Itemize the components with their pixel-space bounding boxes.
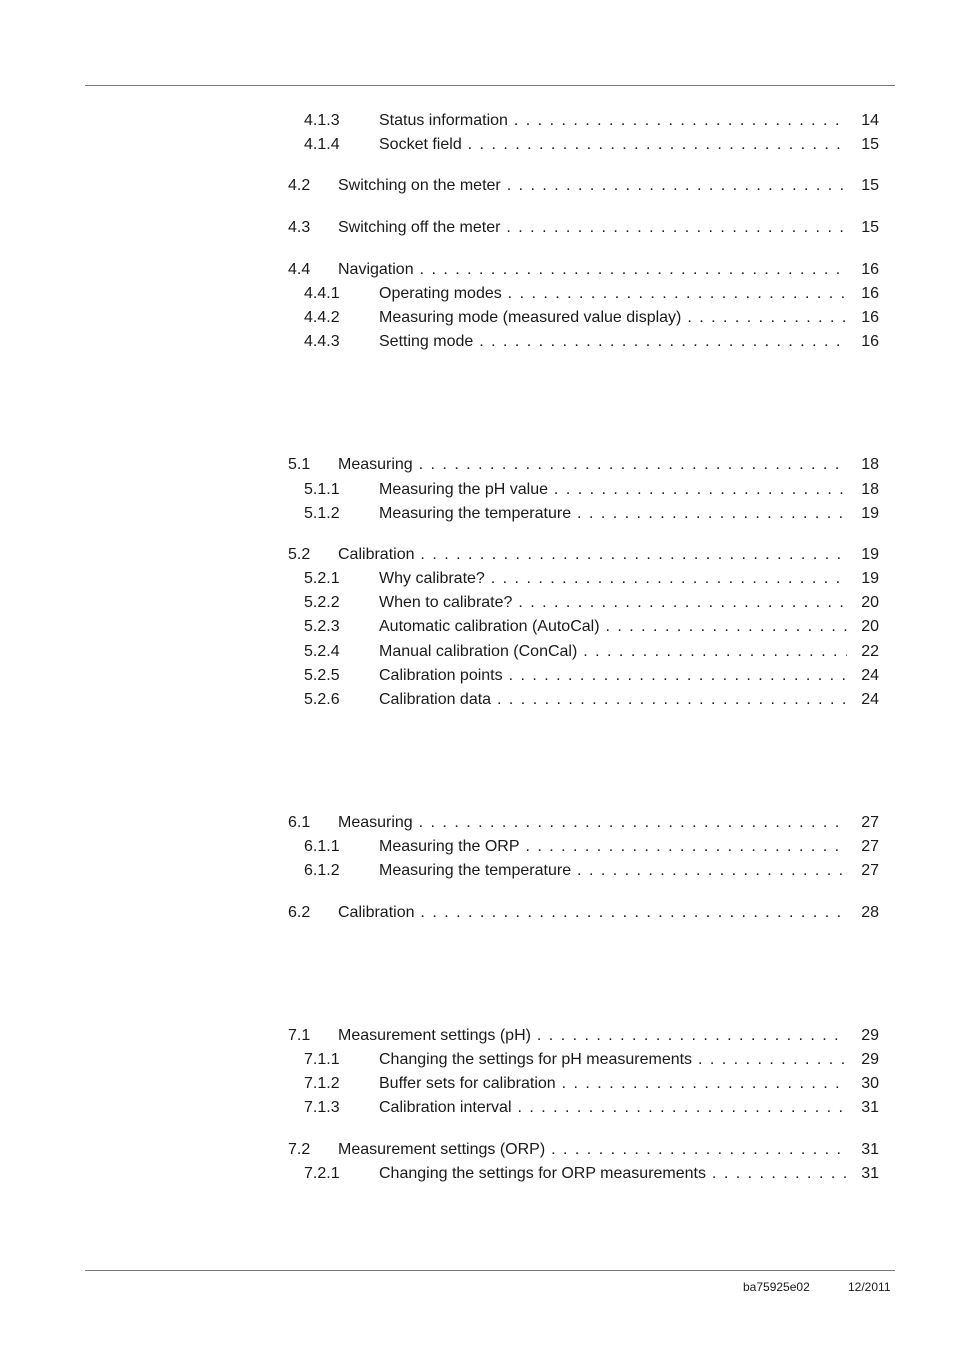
toc-entry-number: 5.2.2 xyxy=(304,594,340,611)
toc-entry-page: 19 xyxy=(861,570,879,587)
toc-entry-page: 20 xyxy=(861,618,879,635)
toc-entry-page: 28 xyxy=(861,904,879,921)
toc-entry-title: Status information xyxy=(379,112,508,129)
toc-entry-number: 6.1 xyxy=(288,814,311,831)
toc-entry-title: Measuring the pH value xyxy=(379,481,548,498)
toc-entry-title: Switching off the meter xyxy=(338,219,501,236)
toc-entry-title: Measuring the ORP xyxy=(379,838,520,855)
toc-entry-number: 4.1.3 xyxy=(304,112,340,129)
toc-entry[interactable] xyxy=(288,1139,879,1161)
toc-entry[interactable] xyxy=(288,110,879,132)
toc-entry-number: 7.2 xyxy=(288,1141,311,1158)
toc-entry[interactable] xyxy=(288,175,879,197)
toc-entry[interactable] xyxy=(288,860,879,882)
toc-entry-number: 5.2.5 xyxy=(304,667,340,684)
toc-entry-page: 30 xyxy=(861,1075,879,1092)
toc-entry-page: 27 xyxy=(861,838,879,855)
footer-rule xyxy=(85,1270,895,1271)
toc-entry-number: 6.1.2 xyxy=(304,862,340,879)
toc-entry-page: 29 xyxy=(861,1051,879,1068)
toc-entry-title: Navigation xyxy=(338,261,414,278)
toc-entry-page: 31 xyxy=(861,1141,879,1158)
toc-entry-page: 29 xyxy=(861,1027,879,1044)
toc-entry[interactable] xyxy=(288,479,879,501)
toc-entry-number: 6.2 xyxy=(288,904,311,921)
toc-entry[interactable] xyxy=(288,503,879,525)
toc-entry-number: 4.3 xyxy=(288,219,311,236)
toc-entry-title: Measuring the temperature xyxy=(379,505,572,522)
toc-entry-page: 27 xyxy=(861,814,879,831)
toc-entry-page: 15 xyxy=(861,177,879,194)
toc-entry-title: Calibration points xyxy=(379,667,503,684)
toc-entry-title: Calibration xyxy=(338,546,415,563)
toc-entry-page: 14 xyxy=(861,112,879,129)
toc-entry[interactable] xyxy=(288,641,879,663)
toc-entry[interactable] xyxy=(288,259,879,281)
toc-entry-page: 31 xyxy=(861,1099,879,1116)
toc-entry-page: 15 xyxy=(861,136,879,153)
toc-entry[interactable] xyxy=(288,1073,879,1095)
toc-entry-title: Changing the settings for pH measurements xyxy=(379,1051,693,1068)
toc-entry-number: 5.1.2 xyxy=(304,505,340,522)
toc-entry[interactable] xyxy=(288,1049,879,1071)
toc-entry[interactable] xyxy=(288,836,879,858)
toc-entry-page: 22 xyxy=(861,643,879,660)
toc-entry[interactable] xyxy=(288,1163,879,1185)
toc-entry-page: 19 xyxy=(861,505,879,522)
toc-entry-page: 16 xyxy=(861,261,879,278)
toc-entry-title: Calibration data xyxy=(379,691,492,708)
toc-entry[interactable] xyxy=(288,331,879,353)
toc-entry-number: 4.2 xyxy=(288,177,311,194)
toc-entry-page: 27 xyxy=(861,862,879,879)
toc-entry-title: Measuring xyxy=(338,814,413,831)
toc-entry-number: 7.2.1 xyxy=(304,1165,340,1182)
toc-entry-page: 19 xyxy=(861,546,879,563)
toc-entry-title: Buffer sets for calibration xyxy=(379,1075,556,1092)
toc-entry-number: 5.2.6 xyxy=(304,691,340,708)
toc-entry-page: 24 xyxy=(861,667,879,684)
footer-date: 12/2011 xyxy=(848,1280,891,1294)
toc-entry[interactable] xyxy=(288,283,879,305)
toc-entry-page: 16 xyxy=(861,285,879,302)
toc-entry-number: 5.1.1 xyxy=(304,481,340,498)
toc-entry[interactable] xyxy=(288,665,879,687)
toc-entry[interactable] xyxy=(288,1025,879,1047)
toc-entry-title: Changing the settings for ORP measurements xyxy=(379,1165,706,1182)
toc-entry-number: 5.2 xyxy=(288,546,311,563)
toc-entry-title: Socket field xyxy=(379,136,462,153)
toc-entry-title: When to calibrate? xyxy=(379,594,513,611)
toc-entry[interactable] xyxy=(288,544,879,566)
toc-entry-title: Setting mode xyxy=(379,333,474,350)
toc-entry-number: 5.2.1 xyxy=(304,570,340,587)
footer-doc-number: ba75925e02 xyxy=(743,1280,810,1294)
toc-entry-number: 4.4.3 xyxy=(304,333,340,350)
toc-entry-number: 4.1.4 xyxy=(304,136,340,153)
toc-entry-title: Calibration xyxy=(338,904,415,921)
toc-entry-page: 18 xyxy=(861,456,879,473)
toc-entry-title: Measurement settings (pH) xyxy=(338,1027,531,1044)
toc-entry[interactable] xyxy=(288,592,879,614)
toc-entry-number: 5.2.4 xyxy=(304,643,340,660)
toc-entry-title: Automatic calibration (AutoCal) xyxy=(379,618,600,635)
toc-entry-title: Manual calibration (ConCal) xyxy=(379,643,578,660)
toc-entry[interactable] xyxy=(288,616,879,638)
toc-entry-page: 16 xyxy=(861,333,879,350)
toc-entry-title: Operating modes xyxy=(379,285,502,302)
toc-entry-page: 16 xyxy=(861,309,879,326)
toc-entry[interactable] xyxy=(288,902,879,924)
toc-entry-number: 4.4.2 xyxy=(304,309,340,326)
toc-entry[interactable] xyxy=(288,689,879,711)
toc-entry-number: 4.4 xyxy=(288,261,311,278)
toc-entry[interactable] xyxy=(288,1097,879,1119)
toc-entry-title: Measurement settings (ORP) xyxy=(338,1141,546,1158)
toc-entry-title: Measuring xyxy=(338,456,413,473)
toc-entry-page: 18 xyxy=(861,481,879,498)
toc-entry[interactable] xyxy=(288,812,879,834)
toc-entry-title: Why calibrate? xyxy=(379,570,485,587)
header-rule xyxy=(85,85,895,86)
toc-entry-page: 24 xyxy=(861,691,879,708)
toc-entry-number: 5.2.3 xyxy=(304,618,340,635)
toc-entry-number: 5.1 xyxy=(288,456,311,473)
toc-entry-number: 7.1.3 xyxy=(304,1099,340,1116)
toc-entry[interactable] xyxy=(288,217,879,239)
toc-entry[interactable] xyxy=(288,454,879,476)
toc-entry-number: 7.1.2 xyxy=(304,1075,340,1092)
toc-entry[interactable] xyxy=(288,568,879,590)
toc-entry-title: Switching on the meter xyxy=(338,177,501,194)
toc-entry[interactable] xyxy=(288,307,879,329)
toc-entry-page: 31 xyxy=(861,1165,879,1182)
toc-entry-number: 7.1.1 xyxy=(304,1051,340,1068)
toc-entry-number: 6.1.1 xyxy=(304,838,340,855)
toc-entry-title: Measuring the temperature xyxy=(379,862,572,879)
toc-entry-title: Calibration interval xyxy=(379,1099,512,1116)
toc-entry[interactable] xyxy=(288,134,879,156)
toc-entry-number: 4.4.1 xyxy=(304,285,340,302)
toc-entry-page: 15 xyxy=(861,219,879,236)
toc-entry-page: 20 xyxy=(861,594,879,611)
toc-entry-title: Measuring mode (measured value display) xyxy=(379,309,682,326)
toc-entry-number: 7.1 xyxy=(288,1027,311,1044)
